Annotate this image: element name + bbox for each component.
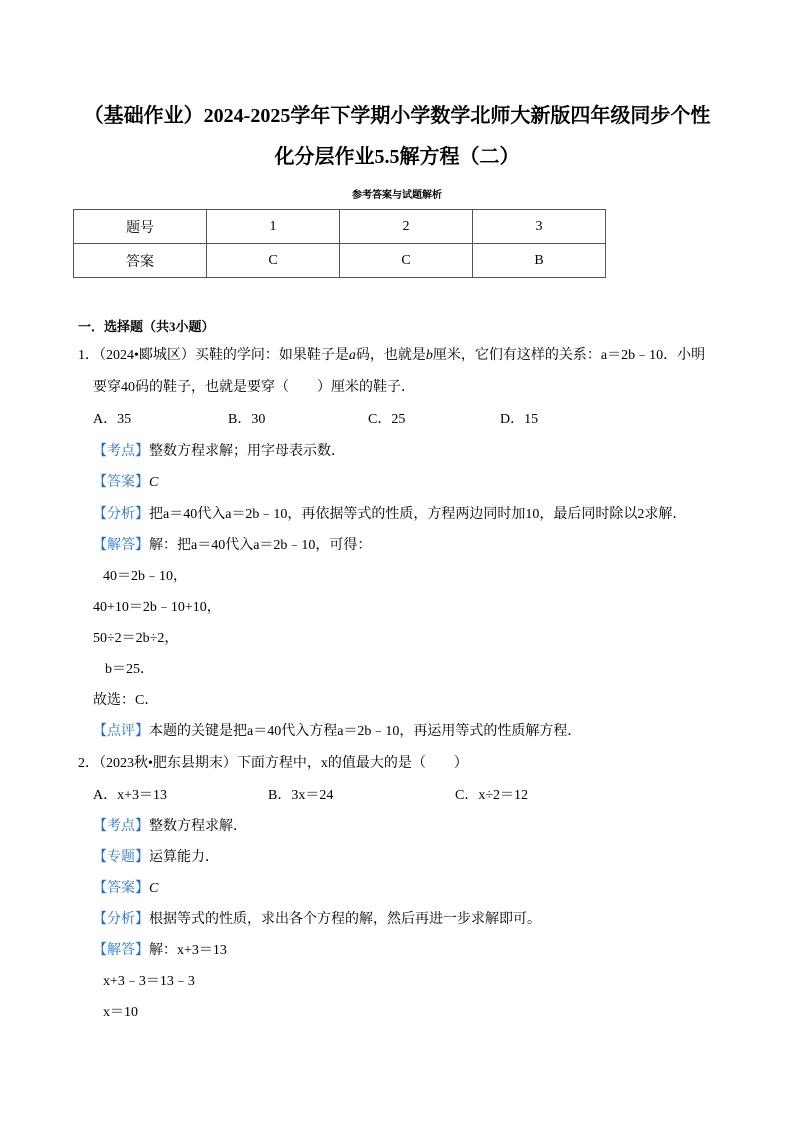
- q1-dianping: [93, 723, 581, 741]
- table-cell: 1: [207, 210, 340, 244]
- q2-option-a: A．x+3＝13: [93, 788, 168, 803]
- table-cell: C: [340, 244, 473, 278]
- dianping-tag: 【点评】: [93, 724, 149, 739]
- jieda-text: 解：把a＝40代入a＝2b﹣10，可得：: [149, 538, 372, 553]
- daan-tag: 【答案】: [93, 475, 149, 490]
- kaodian-text: 整数方程求解．: [149, 819, 247, 834]
- q1-var-a: a: [348, 348, 356, 363]
- q2-option-b: B．3x＝24: [268, 788, 334, 803]
- fenxi-text: 把a＝40代入a＝2b﹣10，再依据等式的性质，方程两边同时加10，最后同时除以2求解．: [149, 507, 687, 522]
- q1-daan: [93, 474, 158, 492]
- q1-jieda: [93, 537, 371, 555]
- daan-text: C: [149, 475, 159, 490]
- table-cell: 答案: [74, 244, 207, 278]
- q1-step-4: b＝25．: [105, 662, 154, 677]
- document-title-line2: 化分层作业5.5解方程（二）: [274, 146, 520, 168]
- q1-option-d: D．15: [500, 412, 539, 427]
- jieda-text: 解：x+3＝13: [149, 943, 227, 958]
- table-cell: 2: [340, 210, 473, 244]
- q1-option-b: B．30: [228, 412, 266, 427]
- kaodian-tag: 【考点】: [93, 444, 149, 459]
- answer-subtitle: 参考答案与试题解析: [352, 190, 442, 201]
- q1-stem-mid1: 码，也就是: [355, 348, 426, 363]
- q2-zhuanti: [93, 849, 219, 867]
- q2-jieda: [93, 942, 227, 960]
- q1-option-c: C．25: [368, 412, 406, 427]
- fenxi-tag: 【分析】: [93, 507, 149, 522]
- table-row: [74, 210, 606, 244]
- jieda-tag: 【解答】: [93, 538, 149, 553]
- fenxi-text: 根据等式的性质，求出各个方程的解，然后再进一步求解即可。: [149, 912, 541, 927]
- q1-kaodian: [93, 443, 345, 461]
- zhuanti-text: 运算能力．: [149, 850, 219, 865]
- table-cell: C: [207, 244, 340, 278]
- q1-conclusion: 故选：C．: [93, 693, 159, 708]
- q1-var-b: b: [425, 348, 433, 363]
- q1-step-1: 40＝2b﹣10，: [103, 569, 187, 584]
- q1-step-3: 50÷2＝2b÷2，: [93, 631, 179, 646]
- q1-stem-end: ．小明: [663, 348, 706, 363]
- table-cell: 题号: [74, 210, 207, 244]
- q2-fenxi: [93, 911, 541, 929]
- q1-step-2: 40+10＝2b﹣10+10，: [93, 600, 221, 615]
- document-title-line1: （基础作业）2024-2025学年下学期小学数学北师大新版四年级同步个性: [83, 105, 711, 127]
- answer-table: [73, 209, 606, 278]
- table-cell: 3: [473, 210, 606, 244]
- q1-relation: a＝2b﹣10: [600, 348, 664, 363]
- question-2-stem: 2．（2023秋•肥东县期末）下面方程中，x的值最大的是（ ）: [78, 756, 468, 771]
- q2-step-2: x＝10: [103, 1005, 138, 1020]
- dianping-text: 本题的关键是把a＝40代入方程a＝2b﹣10，再运用等式的性质解方程．: [149, 724, 582, 739]
- q2-option-c: C．x÷2＝12: [455, 788, 529, 803]
- kaodian-tag: 【考点】: [93, 819, 149, 834]
- jieda-tag: 【解答】: [93, 943, 149, 958]
- q1-stem-pre: 1．（2024•郾城区）买鞋的学问：如果鞋子是: [78, 348, 349, 363]
- q1-fenxi: [93, 506, 686, 524]
- question-1-stem: [78, 347, 705, 365]
- fenxi-tag: 【分析】: [93, 912, 149, 927]
- q2-step-1: x+3﹣3＝13﹣3: [103, 974, 195, 989]
- q2-kaodian: [93, 818, 247, 836]
- q1-option-a: A．35: [93, 412, 132, 427]
- q2-daan: [93, 880, 158, 898]
- kaodian-text: 整数方程求解；用字母表示数．: [149, 444, 345, 459]
- question-1-stem-line2: 要穿40码的鞋子，也就是要穿（ ）厘米的鞋子．: [93, 380, 415, 395]
- zhuanti-tag: 【专题】: [93, 850, 149, 865]
- q1-stem-mid2: 厘米，它们有这样的关系：: [432, 348, 601, 363]
- daan-text: C: [149, 881, 159, 896]
- daan-tag: 【答案】: [93, 881, 149, 896]
- section-title: 一．选择题（共3小题）: [78, 319, 215, 334]
- table-cell: B: [473, 244, 606, 278]
- table-row: [74, 244, 606, 278]
